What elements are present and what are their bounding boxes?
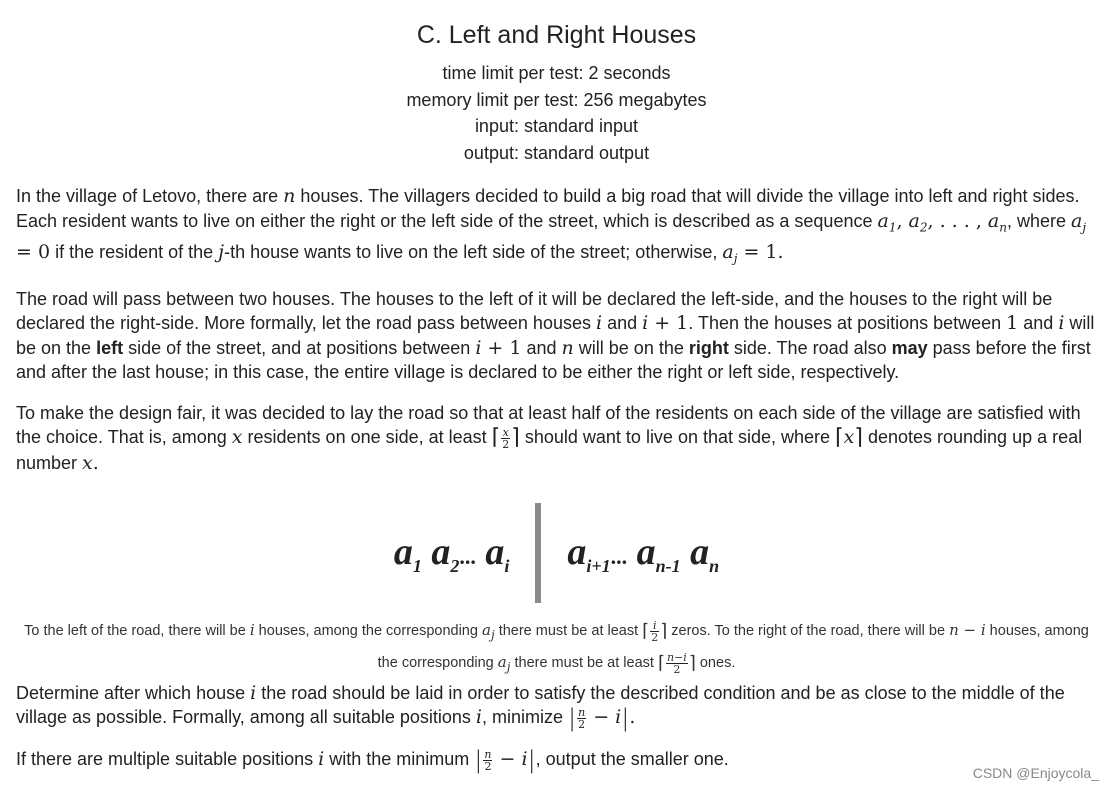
road-diagram xyxy=(16,503,1097,603)
problem-statement xyxy=(0,184,1113,772)
problem-title: C. Left and Right Houses xyxy=(416,21,697,49)
left-sequence: $a_1$ $a_2$... $a_i$ xyxy=(393,530,510,576)
memory-limit: memory limit per test: 256 megabytes xyxy=(406,89,707,110)
figure-caption: To the left of the road, there will be i houses, among the corresponding $a_j$ there must be at least ⌈ $\frac{i}{2}$ ⌉ zeros. To the right of the road, there will be n − i houses, among the corresponding $a_j$ there must be at least ⌈ $\frac{n-i}{2}$ ⌉ ones. xyxy=(24,618,1089,676)
paragraph-task: Determine after which house i the road should be laid in order to satisfy the described condition and be as close to the middle of the village as possible. Formally, among all suitable positions i, minimize | $\frac{n}{2}$ − i|. xyxy=(16,681,1065,733)
road-divider xyxy=(535,503,541,603)
input-spec: input: standard input xyxy=(474,116,639,136)
right-sequence: $a_{i+1}$... $a_{n-1}$ $a_n$ xyxy=(567,530,720,576)
paragraph-intro: In the village of Letovo, there are n houses. The villagers decided to build a big road that will divide the village into left and right sides. Each resident wants to live on either the right or the left side of the street, which is described as a sequence $a_1$, $a_2$, . . . , $a_n$, where $a_j = 0$ if the resident of the j-th house wants to live on the left side of the street; otherwise, $a_j = 1$. xyxy=(16,185,1087,266)
output-spec: output: standard output xyxy=(463,142,650,163)
csdn-watermark: CSDN @Enjoycola_ xyxy=(972,765,1099,781)
problem-header xyxy=(0,0,1113,166)
time-limit: time limit per test: 2 seconds xyxy=(442,63,671,83)
paragraph-road: The road will pass between two houses. The houses to the left of it will be declared the left-side, and the houses to the right will be declared the right-side. More formally, let the road pass between houses i and i + 1. Then the houses at positions between 1 and i will be on the left side of the street, and at positions between i + 1 and n will be on the right side. The road also may pass before the first and after the last house; in this case, the entire village is declared to be either the right or left side, respectively. xyxy=(16,288,1095,383)
paragraph-fairness: To make the design fair, it was decided to lay the road so that at least half of the residents on each side of the village are satisfied with the choice. That is, among x residents on one side, at least ⌈ $\frac{x}{2}$ ⌉ should want to live on that side, where ⌈x⌉ denotes rounding up a real number x. xyxy=(16,402,1083,474)
paragraph-tiebreak: If there are multiple suitable positions i with the minimum | $\frac{n}{2}$ − i|, output the smaller one. xyxy=(16,745,729,774)
